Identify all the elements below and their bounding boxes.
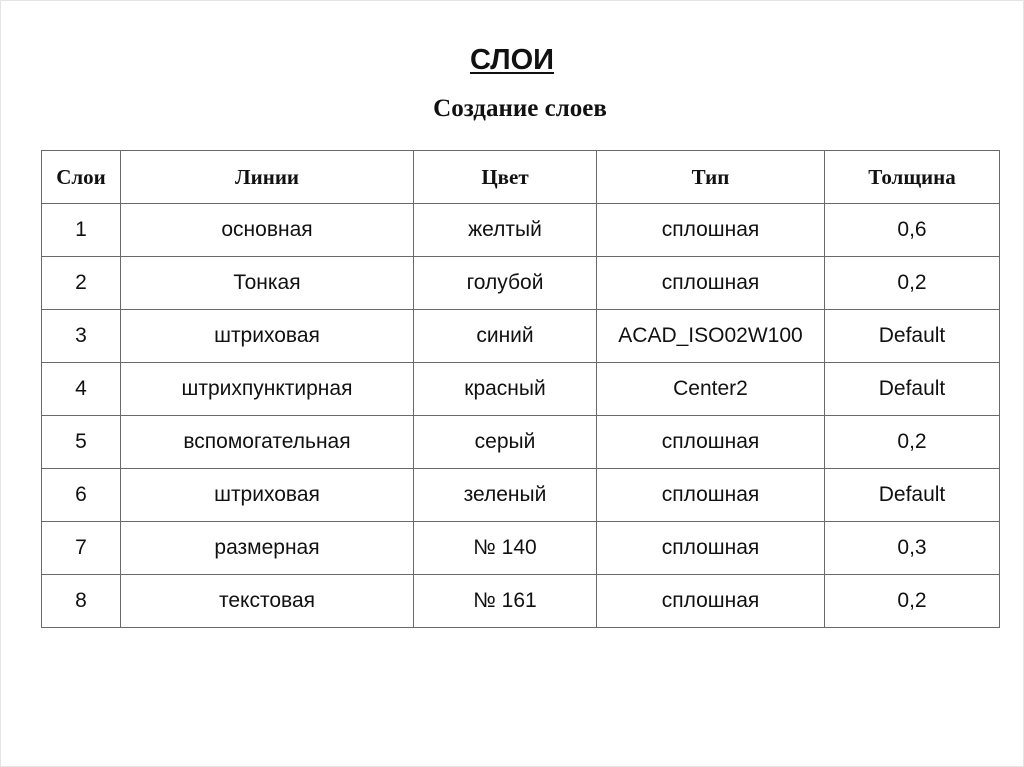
cell-color: синий — [414, 310, 597, 363]
cell-layer: 6 — [42, 469, 121, 522]
cell-color: № 140 — [414, 522, 597, 575]
cell-thickness: 0,2 — [825, 416, 1000, 469]
column-header-thickness: Толщина — [825, 151, 1000, 204]
cell-type: сплошная — [597, 416, 825, 469]
cell-color: красный — [414, 363, 597, 416]
table-row — [42, 469, 1000, 522]
page-subtitle: Создание слоев — [433, 95, 607, 122]
cell-type: сплошная — [597, 522, 825, 575]
cell-line: размерная — [121, 522, 414, 575]
page-title: СЛОИ — [470, 44, 554, 76]
cell-line: штриховая — [121, 469, 414, 522]
cell-color: серый — [414, 416, 597, 469]
cell-color: голубой — [414, 257, 597, 310]
column-header-type: Тип — [597, 151, 825, 204]
cell-color: желтый — [414, 204, 597, 257]
cell-line: штриховая — [121, 310, 414, 363]
column-header-lines: Линии — [121, 151, 414, 204]
cell-layer: 8 — [42, 575, 121, 628]
cell-type: Center2 — [597, 363, 825, 416]
cell-layer: 5 — [42, 416, 121, 469]
cell-line: Тонкая — [121, 257, 414, 310]
cell-thickness: 0,3 — [825, 522, 1000, 575]
cell-type: сплошная — [597, 257, 825, 310]
cell-thickness: 0,6 — [825, 204, 1000, 257]
cell-line: вспомогательная — [121, 416, 414, 469]
cell-thickness: 0,2 — [825, 575, 1000, 628]
cell-color: зеленый — [414, 469, 597, 522]
column-header-color: Цвет — [414, 151, 597, 204]
cell-thickness: Default — [825, 469, 1000, 522]
cell-thickness: Default — [825, 310, 1000, 363]
cell-color: № 161 — [414, 575, 597, 628]
cell-line: текстовая — [121, 575, 414, 628]
cell-type: ACAD_ISO02W100 — [597, 310, 825, 363]
cell-thickness: 0,2 — [825, 257, 1000, 310]
cell-thickness: Default — [825, 363, 1000, 416]
cell-type: сплошная — [597, 204, 825, 257]
cell-layer: 3 — [42, 310, 121, 363]
table-header-row — [42, 151, 1000, 204]
cell-layer: 2 — [42, 257, 121, 310]
table-row — [42, 522, 1000, 575]
table-row — [42, 416, 1000, 469]
cell-type: сплошная — [597, 575, 825, 628]
cell-layer: 1 — [42, 204, 121, 257]
cell-type: сплошная — [597, 469, 825, 522]
cell-layer: 4 — [42, 363, 121, 416]
cell-line: основная — [121, 204, 414, 257]
column-header-layers: Слои — [42, 151, 121, 204]
table-row — [42, 204, 1000, 257]
table-row — [42, 257, 1000, 310]
layers-table — [41, 150, 1000, 628]
table-row — [42, 363, 1000, 416]
cell-line: штрихпунктирная — [121, 363, 414, 416]
table-row — [42, 575, 1000, 628]
table-row — [42, 310, 1000, 363]
cell-layer: 7 — [42, 522, 121, 575]
